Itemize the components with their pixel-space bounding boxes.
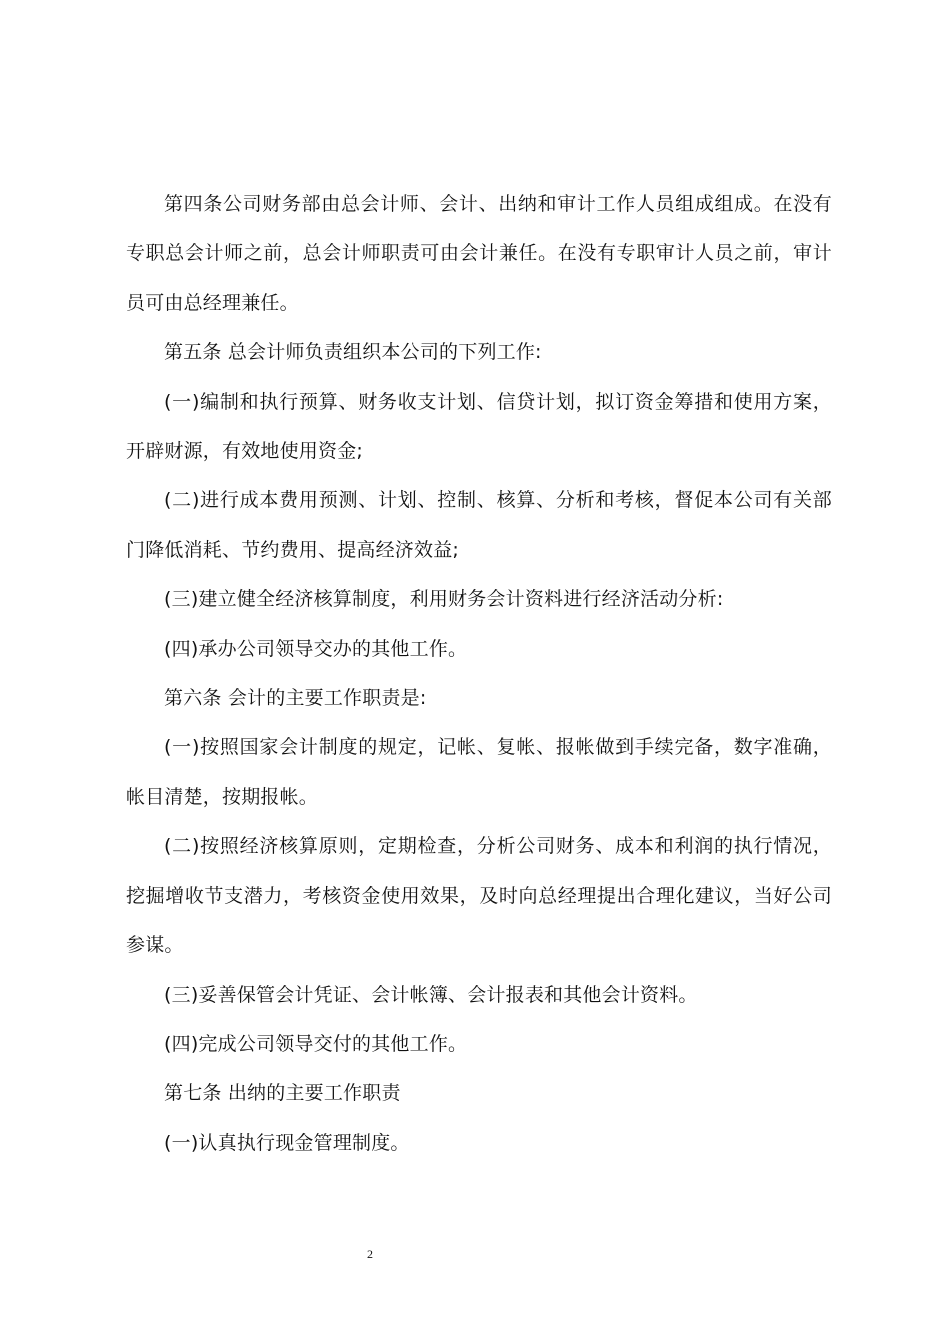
- paragraph-article-6-item-4: (四)完成公司领导交付的其他工作。: [164, 1032, 468, 1055]
- paragraph-article-6-item-1: (一)按照国家会计制度的规定，记帐、复帐、报帐做到手续完备，数字准确，帐目清楚，按期报帐。: [126, 736, 832, 808]
- paragraph-article-5-item-1: (一)编制和执行预算、财务收支计划、信贷计划，拟订资金筹措和使用方案，开辟财源，有效地使用资金;: [126, 390, 832, 463]
- paragraph-article-6-heading: 第六条 会计的主要工作职责是:: [164, 687, 427, 710]
- paragraph-article-4: 第四条公司财务部由总会计师、会计、出纳和审计工作人员组成组成。在没有专职总会计师之前，总会计师职责可由会计兼任。在没有专职审计人员之前，审计员可由总经理兼任。: [126, 193, 832, 314]
- paragraph-article-7-heading: 第七条 出纳的主要工作职责: [164, 1082, 401, 1105]
- paragraph-article-5-item-3: (三)建立健全经济核算制度，利用财务会计资料进行经济活动分析:: [164, 588, 724, 611]
- page-number: 2: [367, 1247, 373, 1261]
- paragraph-article-7-item-1: (一)认真执行现金管理制度。: [164, 1131, 410, 1154]
- paragraph-article-5-item-4: (四)承办公司领导交办的其他工作。: [164, 637, 468, 660]
- document-body: [126, 180, 832, 1168]
- paragraph-article-5-heading: 第五条 总会计师负责组织本公司的下列工作:: [164, 341, 542, 364]
- paragraph-article-6-item-2: (二)按照经济核算原则，定期检查，分析公司财务、成本和利润的执行情况，挖掘增收节支潜力，考核资金使用效果，及时向总经理提出合理化建议，当好公司参谋。: [126, 835, 832, 957]
- paragraph-article-5-item-2: (二)进行成本费用预测、计划、控制、核算、分析和考核，督促本公司有关部门降低消耗、节约费用、提高经济效益;: [126, 489, 832, 561]
- paragraph-article-6-item-3: (三)妥善保管会计凭证、会计帐簿、会计报表和其他会计资料。: [164, 983, 698, 1006]
